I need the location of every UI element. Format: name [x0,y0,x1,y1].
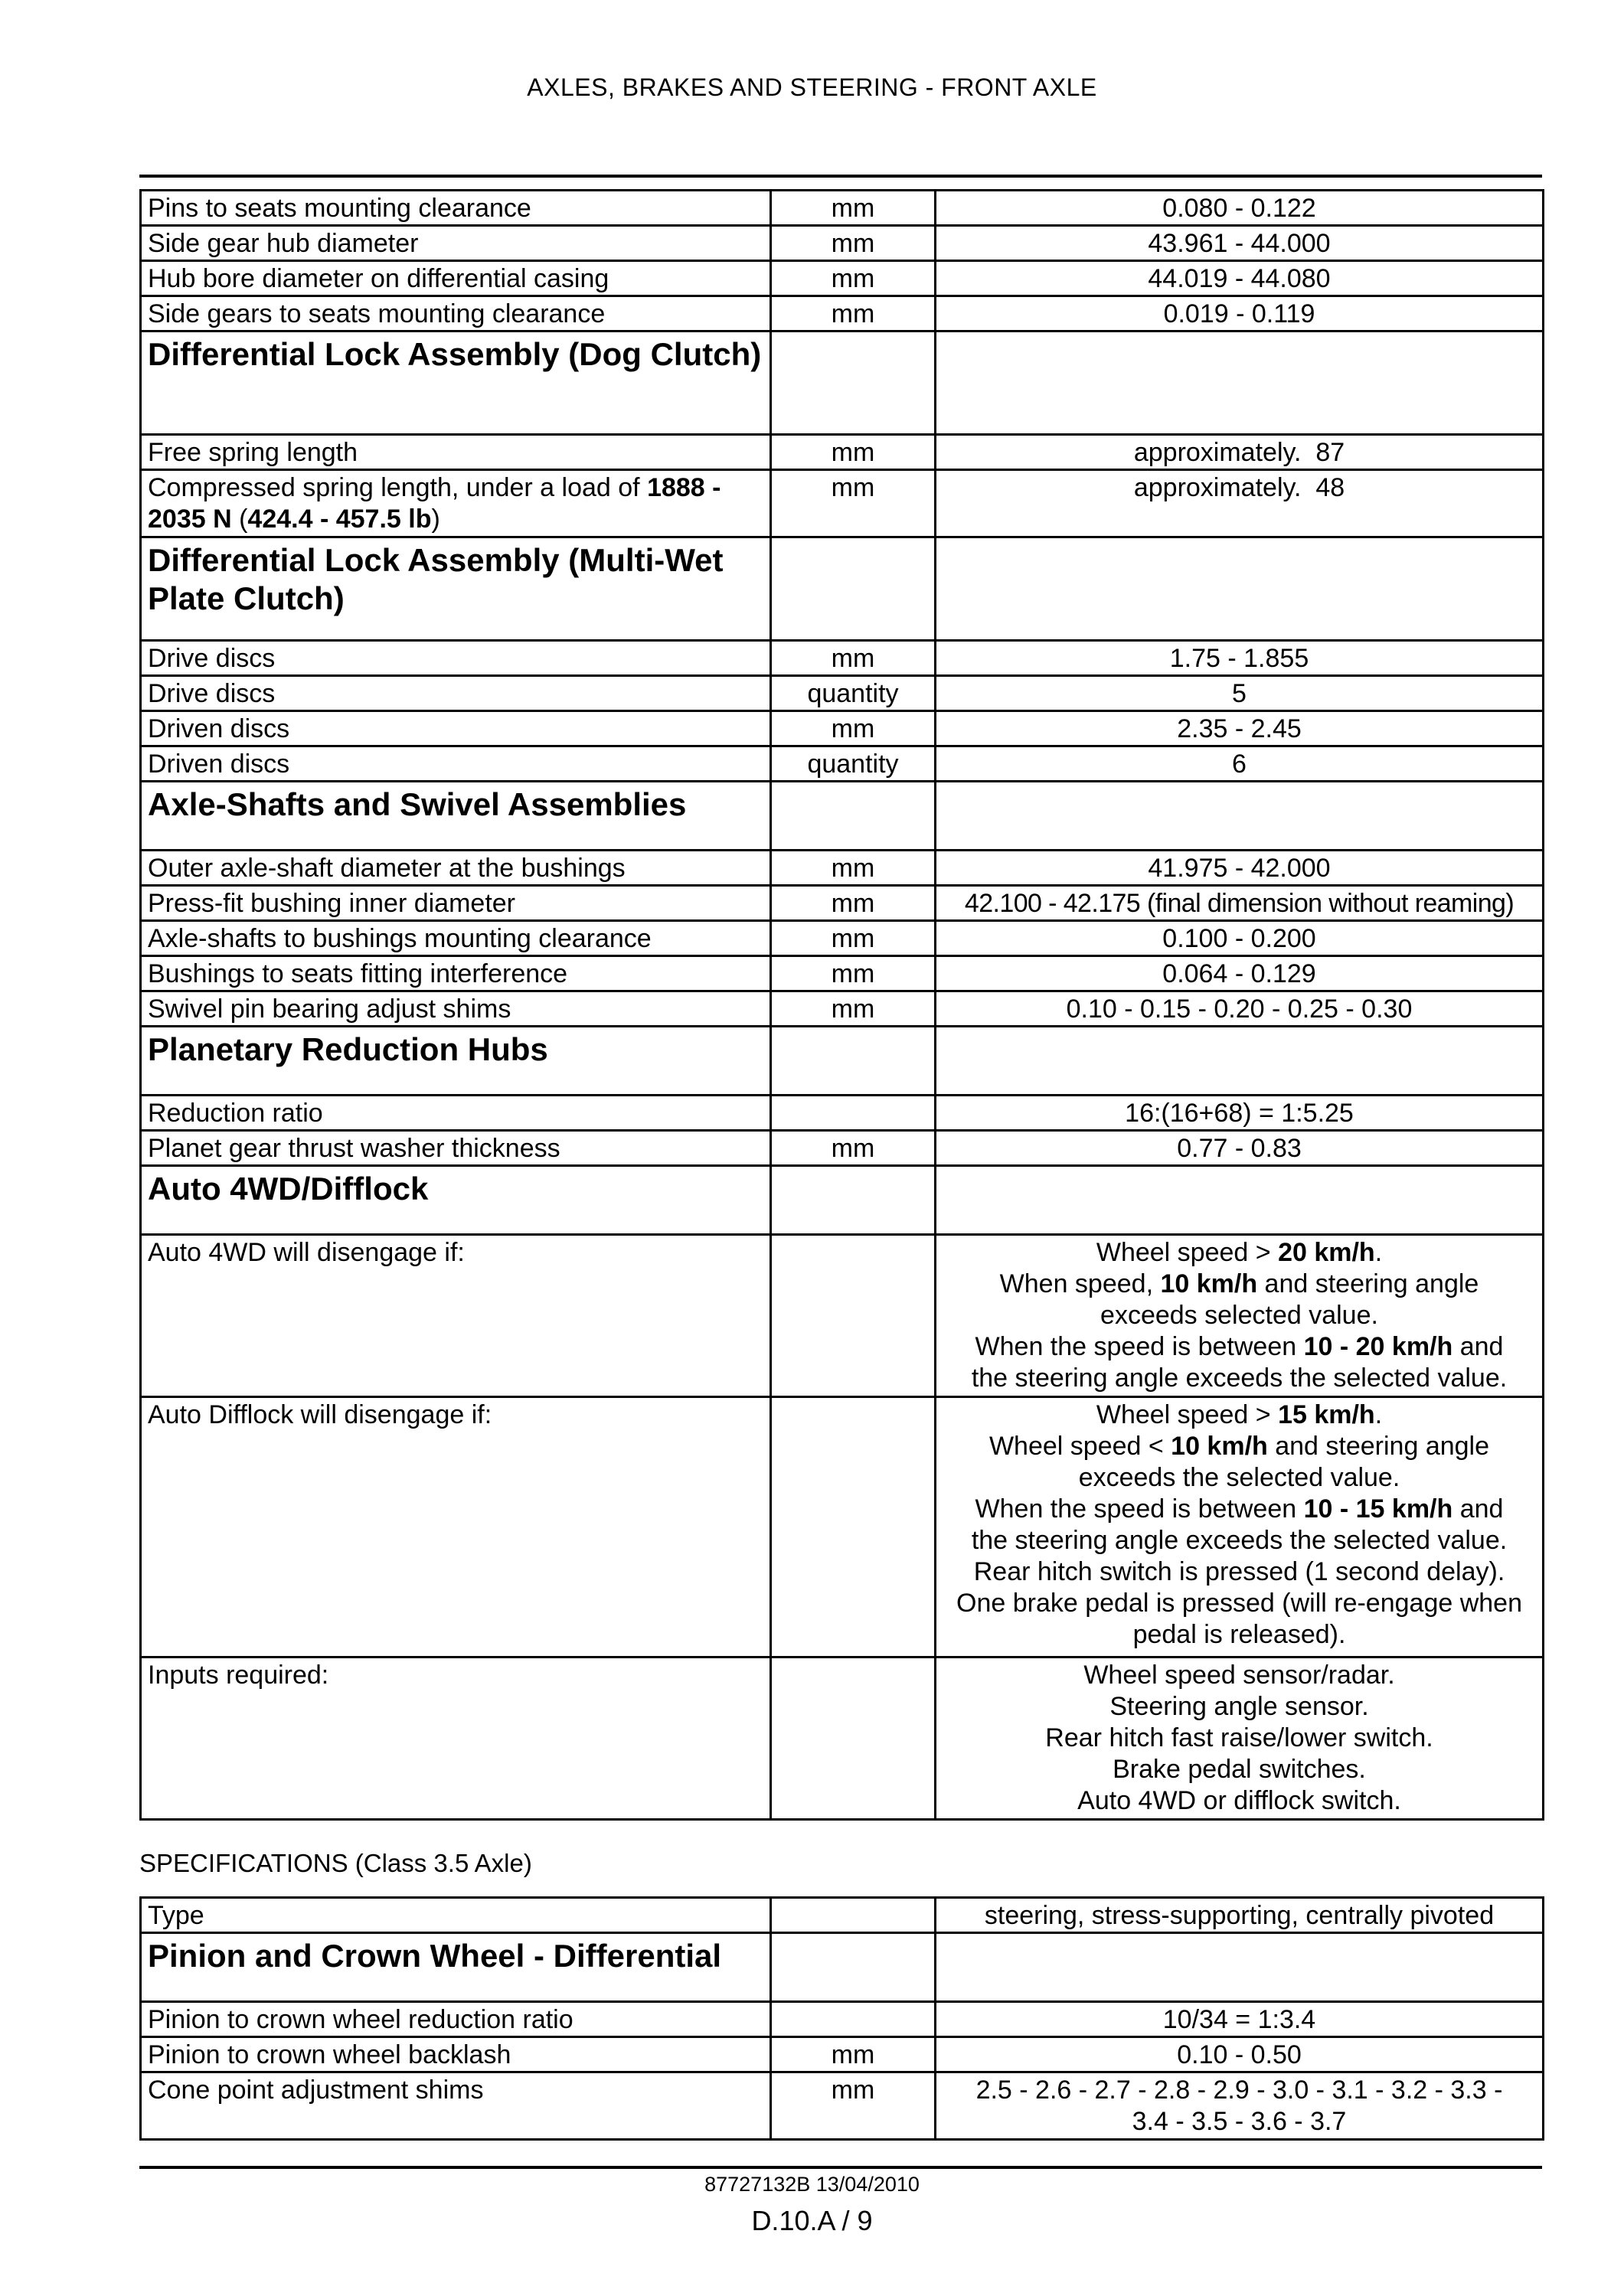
value-line: 2.5 - 2.6 - 2.7 - 2.8 - 2.9 - 3.0 - 3.1 - 3.2 - 3.3 - [975,2076,1503,2105]
row-value: 1.75 - 1.855 [936,641,1544,676]
section-title: Pinion and Crown Wheel - Differential [141,1933,771,2002]
table-row [141,435,1544,470]
row-unit [771,1096,936,1131]
row-value: 16:(16+68) = 1:5.25 [936,1096,1544,1131]
table-row [141,1898,1544,1933]
section-row [141,1933,1544,2002]
table-row [141,711,1544,746]
section-title: Differential Lock Assembly (Dog Clutch) [141,331,771,435]
row-label [141,470,771,537]
row-value: 42.100 - 42.175 (final dimension without reaming) [936,886,1544,921]
row-unit: mm [771,226,936,261]
document-code: 87727132B 13/04/2010 [704,2173,920,2196]
row-value: 0.080 - 0.122 [936,191,1544,226]
section-row [141,1027,1544,1096]
section-title: Axle-Shafts and Swivel Assemblies [141,782,771,851]
row-value: 5 [936,676,1544,711]
row-value: steering, stress-supporting, centrally pivoted [936,1898,1544,1933]
row-unit: quantity [771,746,936,782]
load-newtons: 1888 - 2035 N [148,473,721,534]
row-unit [771,2002,936,2037]
row-label: Axle-shafts to bushings mounting clearance [141,921,771,956]
page-number: D.10.A / 9 [751,2205,873,2236]
row-label: Outer axle-shaft diameter at the bushings [141,851,771,886]
section-title: Planetary Reduction Hubs [141,1027,771,1096]
row-unit: mm [771,470,936,537]
row-label: Driven discs [141,746,771,782]
table-row [141,226,1544,261]
row-unit: mm [771,1131,936,1166]
row-unit: mm [771,261,936,296]
table-row [141,2037,1544,2072]
row-label: Drive discs [141,641,771,676]
row-value: 43.961 - 44.000 [936,226,1544,261]
row-unit: mm [771,641,936,676]
section-row [141,537,1544,641]
row-label: Side gears to seats mounting clearance [141,296,771,331]
table-row [141,886,1544,921]
section-row [141,782,1544,851]
condition-line: Wheel speed > 20 km/h. [1096,1238,1383,1267]
load-pounds: 424.4 - 457.5 lb [247,505,432,534]
table-row [141,1131,1544,1166]
table-row [141,851,1544,886]
condition-line: When the speed is between 10 - 15 km/h and [975,1494,1504,1524]
table-row [141,641,1544,676]
input-line: Steering angle sensor. [1109,1692,1369,1721]
table-row [141,2072,1544,2140]
row-value: 44.019 - 44.080 [936,261,1544,296]
condition-line: exceeds the selected value. [1078,1463,1400,1492]
row-value: 0.10 - 0.15 - 0.20 - 0.25 - 0.30 [936,991,1544,1027]
condition-line: pedal is released). [1132,1620,1346,1649]
condition-line: When speed, 10 km/h and steering angle [999,1269,1479,1298]
inputs-required-label: Inputs required: [141,1657,771,1820]
row-value: approximately. 48 [936,470,1544,537]
condition-line: Wheel speed > 15 km/h. [1096,1400,1383,1429]
input-line: Rear hitch fast raise/lower switch. [1045,1723,1433,1752]
front-axle-spec-table [139,189,1544,1821]
row-label: Pins to seats mounting clearance [141,191,771,226]
row-unit [771,1898,936,1933]
row-label: Driven discs [141,711,771,746]
table-row [141,991,1544,1027]
table-row [141,1096,1544,1131]
label-text: ) [431,505,440,534]
auto-difflock-label: Auto Difflock will disengage if: [141,1397,771,1657]
row-value: 0.019 - 0.119 [936,296,1544,331]
row-value: 41.975 - 42.000 [936,851,1544,886]
row-label: Pinion to crown wheel reduction ratio [141,2002,771,2037]
table-row [141,1397,1544,1657]
row-label: Side gear hub diameter [141,226,771,261]
section-title: Differential Lock Assembly (Multi-Wet Plate Clutch) [141,537,771,641]
condition-line: exceeds selected value. [1100,1301,1378,1330]
row-label: Reduction ratio [141,1096,771,1131]
row-value [936,2072,1544,2140]
section-title: Auto 4WD/Difflock [141,1166,771,1235]
row-label: Swivel pin bearing adjust shims [141,991,771,1027]
row-unit: mm [771,711,936,746]
class-35-axle-spec-table [139,1896,1544,2141]
auto-4wd-conditions [936,1235,1544,1397]
section-heading: SPECIFICATIONS (Class 3.5 Axle) [139,1849,532,1877]
table-row [141,470,1544,537]
section-row [141,331,1544,435]
auto-difflock-conditions [936,1397,1544,1657]
condition-line: When the speed is between 10 - 20 km/h and [975,1332,1504,1361]
row-label: Pinion to crown wheel backlash [141,2037,771,2072]
footer-rule [139,2166,1542,2169]
row-label: Bushings to seats fitting interference [141,956,771,991]
input-line: Brake pedal switches. [1113,1755,1366,1784]
row-value: 0.100 - 0.200 [936,921,1544,956]
table-row [141,1657,1544,1820]
row-value: 0.064 - 0.129 [936,956,1544,991]
row-value: 2.35 - 2.45 [936,711,1544,746]
table-row [141,2002,1544,2037]
row-unit: mm [771,2037,936,2072]
row-unit: mm [771,886,936,921]
condition-line: Wheel speed < 10 km/h and steering angle [988,1432,1490,1461]
row-label: Planet gear thrust washer thickness [141,1131,771,1166]
row-label: Hub bore diameter on differential casing [141,261,771,296]
auto-4wd-label: Auto 4WD will disengage if: [141,1235,771,1397]
input-line: Wheel speed sensor/radar. [1083,1661,1395,1690]
page-header: AXLES, BRAKES AND STEERING - FRONT AXLE [527,73,1097,101]
row-unit: mm [771,296,936,331]
condition-line: the steering angle exceeds the selected value. [971,1526,1508,1555]
row-unit: mm [771,921,936,956]
value-line: 3.4 - 3.5 - 3.6 - 3.7 [1132,2107,1347,2136]
row-unit: mm [771,2072,936,2140]
row-unit: mm [771,956,936,991]
table-row [141,921,1544,956]
inputs-required-list [936,1657,1544,1820]
row-label: Drive discs [141,676,771,711]
row-label: Press-fit bushing inner diameter [141,886,771,921]
condition-line: Rear hitch switch is pressed (1 second delay). [973,1557,1505,1586]
row-value: 6 [936,746,1544,782]
table-row [141,296,1544,331]
row-value: 0.77 - 0.83 [936,1131,1544,1166]
row-unit: mm [771,991,936,1027]
header-rule [139,175,1542,178]
row-unit: quantity [771,676,936,711]
row-unit: mm [771,435,936,470]
row-label: Free spring length [141,435,771,470]
row-value: approximately. 87 [936,435,1544,470]
input-line: Auto 4WD or difflock switch. [1077,1786,1401,1815]
row-label: Type [141,1898,771,1933]
row-value: 10/34 = 1:3.4 [936,2002,1544,2037]
row-label: Cone point adjustment shims [141,2072,771,2140]
table-row [141,191,1544,226]
condition-line: One brake pedal is pressed (will re-engage when [956,1589,1522,1618]
row-unit: mm [771,851,936,886]
table-row [141,261,1544,296]
section-row [141,1166,1544,1235]
row-value: 0.10 - 0.50 [936,2037,1544,2072]
table-row [141,676,1544,711]
condition-line: the steering angle exceeds the selected value. [971,1364,1508,1393]
row-unit: mm [771,191,936,226]
table-row [141,956,1544,991]
table-row [141,746,1544,782]
table-row [141,1235,1544,1397]
label-text: Compressed spring length, under a load of [148,473,648,502]
label-text: ( [231,505,248,534]
